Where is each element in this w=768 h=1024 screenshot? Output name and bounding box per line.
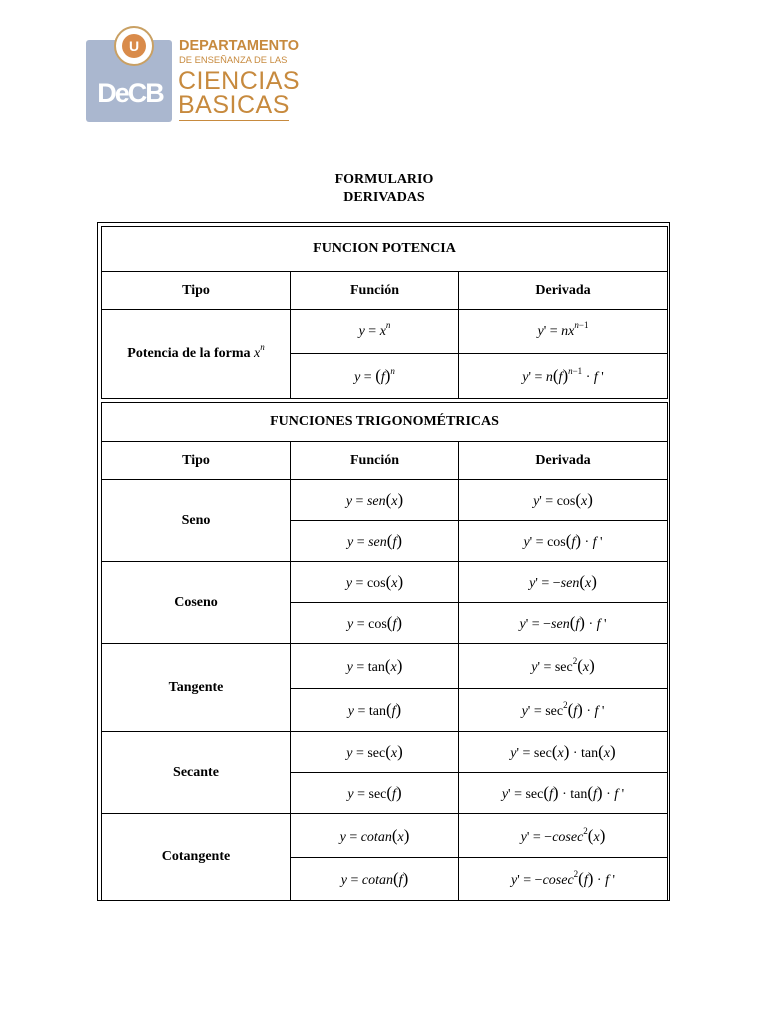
- column-header-tipo: Tipo: [102, 272, 291, 310]
- logo-line-basicas: BASICAS: [178, 91, 290, 119]
- formula-derivative: y' = sec(f) · tan(f) · f ': [459, 773, 668, 814]
- column-header-derivada: Derivada: [459, 272, 668, 310]
- tipo-seno: Seno: [102, 480, 291, 562]
- formula-function: y = sen(x): [291, 480, 459, 521]
- formula-derivative: y' = −cosec$^2$(f) · f ': [459, 858, 668, 901]
- formula-derivative: y' = −sen(x): [459, 562, 668, 603]
- formula-function: $y = (f)^n$: [291, 354, 459, 399]
- tipo-potencia: Potencia de la forma $x^n$: [102, 310, 291, 399]
- trig-table: [101, 402, 668, 901]
- document-title-line2: DERIVADAS: [343, 190, 425, 205]
- formula-function: $y = x^n$: [291, 310, 459, 354]
- formula-function: y = sec(x): [291, 732, 459, 773]
- formula-function: y = cotan(x): [291, 814, 459, 858]
- formula-derivative: y' = cos(x): [459, 480, 668, 521]
- column-header-tipo: Tipo: [102, 442, 291, 480]
- formula-derivative: y' = −cosec$^2$(x): [459, 814, 668, 858]
- formula-derivative: $y' = n(f)^{n-1} \cdot f$ ': [459, 354, 668, 399]
- formula-function: y = tan(x): [291, 644, 459, 689]
- formula-function: y = tan(f): [291, 689, 459, 732]
- formula-function: y = cos(x): [291, 562, 459, 603]
- formula-function: y = sec(f): [291, 773, 459, 814]
- column-header-funcion: Función: [291, 272, 459, 310]
- tipo-coseno: Coseno: [102, 562, 291, 644]
- logo-box-text: DeCB: [97, 78, 163, 108]
- department-logo: [86, 26, 301, 124]
- formula-derivative: $y' = \sec^2(x)$: [459, 644, 668, 689]
- formula-derivative: $y' = nx^{n-1}$: [459, 310, 668, 354]
- tipo-cotangente: Cotangente: [102, 814, 291, 901]
- column-header-derivada: Derivada: [459, 442, 668, 480]
- logo-line-ciencias: CIENCIAS: [178, 67, 301, 95]
- logo-divider: [179, 120, 289, 121]
- formula-function: y = cos(f): [291, 603, 459, 644]
- formula-derivative: y' = cos(f) · f ': [459, 521, 668, 562]
- formula-derivative: $y' = \sec^2(f) \cdot f$ ': [459, 689, 668, 732]
- formula-function: y = cotan(f): [291, 858, 459, 901]
- formula-function: y = sen(f): [291, 521, 459, 562]
- formula-derivative: y' = sec(x) · tan(x): [459, 732, 668, 773]
- logo-line-departamento: DEPARTAMENTO: [179, 38, 300, 54]
- university-seal-icon: U: [114, 26, 154, 66]
- document-title-line1: FORMULARIO: [334, 172, 434, 187]
- potencia-table: [101, 226, 668, 399]
- tipo-tangente: Tangente: [102, 644, 291, 732]
- tipo-secante: Secante: [102, 732, 291, 814]
- logo-line-ensenanza: DE ENSEÑANZA DE LAS: [179, 54, 288, 65]
- section-header-potencia: FUNCION POTENCIA: [102, 227, 668, 272]
- formula-derivative: y' = −sen(f) · f ': [459, 603, 668, 644]
- section-header-trig: FUNCIONES TRIGONOMÉTRICAS: [102, 403, 668, 442]
- column-header-funcion: Función: [291, 442, 459, 480]
